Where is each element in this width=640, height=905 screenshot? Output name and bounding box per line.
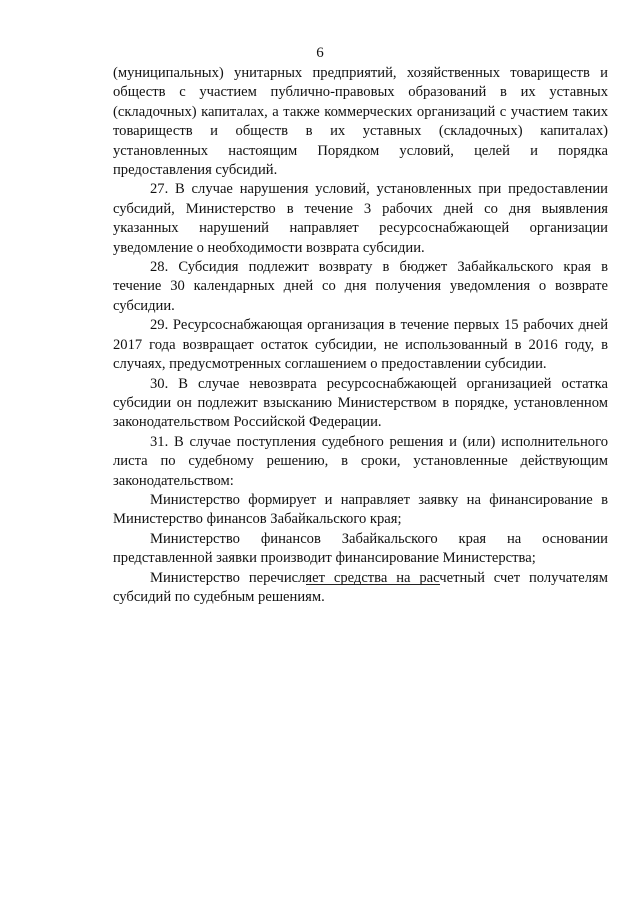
page-number: 6 [316,45,324,61]
paragraph-item-31-a: Министерство формирует и направляет заявку на финансирование в Министерство финансов Забайкальского края; [113,491,608,528]
paragraph-item-31-b: Министерство финансов Забайкальского края на основании представленной заявки производит финансирование Министерства; [113,530,608,567]
paragraph-item-30: 30. В случае невозврата ресурсоснабжающей организацией остатка субсидии он подлежит взысканию Министерством в порядке, установленном законодательством Российской Федерации. [113,375,608,431]
paragraph-item-27: 27. В случае нарушения условий, установленных при предоставлении субсидий, Министерство в течение 3 рабочих дней со дня выявления указанных нарушений направляет ресурсоснабжающей организации уведомление о необходимости возврата субсидии. [113,181,608,256]
end-of-document-rule [306,584,440,585]
paragraph-item-31-c: Министерство перечисляет средства на расчетный счет получателям субсидий по судебным решениям. [113,569,608,605]
paragraph-item-31: 31. В случае поступления судебного решения и (или) исполнительного листа по судебному решению, в сроки, установленные действующим законодательством: [113,433,608,489]
paragraph-item-28: 28. Субсидия подлежит возврату в бюджет Забайкальского края в течение 30 календарных дней со дня получения уведомления о возврате субсидии. [113,259,608,314]
paragraph-continuation: (муниципальных) унитарных предприятий, хозяйственных товариществ и обществ с участием публично-правовых образований в их уставных (складочных) капиталах, а также коммерческих организаций с участием таких товариществ и обществ в их уставных (складочных) капиталах) установленных настоящим Порядком условий, целей и порядка предоставления субсидий. [113,65,608,179]
paragraph-item-29: 29. Ресурсоснабжающая организация в течение первых 15 рабочих дней 2017 года возвращает остаток субсидии, не использованный в 2016 году, в случаях, предусмотренных соглашением о предоставлении субсидии. [113,317,608,373]
document-body [113,64,608,607]
